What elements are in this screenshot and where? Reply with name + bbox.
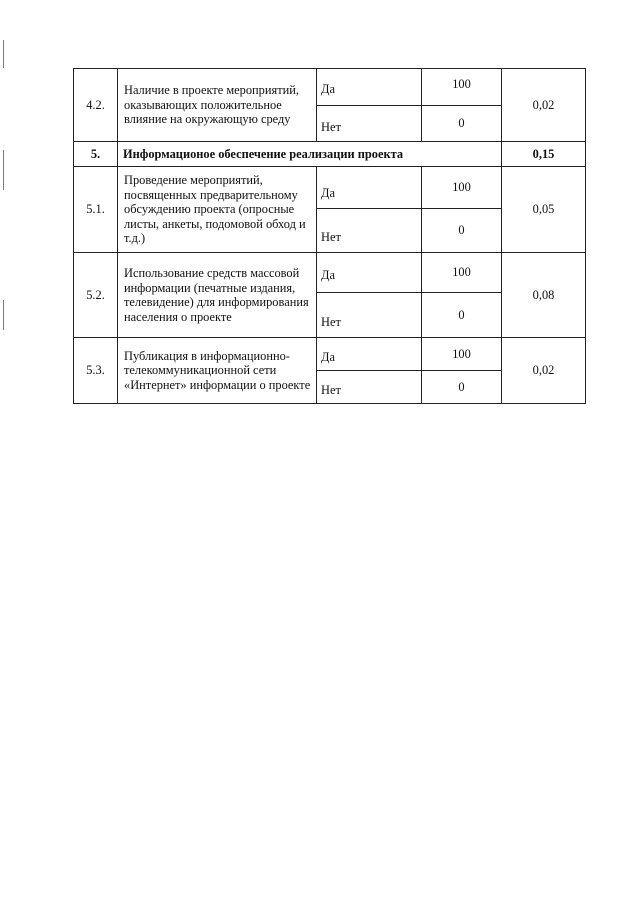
option-score: 0 bbox=[422, 293, 502, 338]
row-weight: 0,08 bbox=[502, 253, 586, 338]
table-row bbox=[74, 167, 586, 209]
section-number: 5. bbox=[74, 142, 118, 167]
option-label: Нет bbox=[317, 371, 422, 404]
section-weight: 0,15 bbox=[502, 142, 586, 167]
row-description: Проведение мероприятий, посвященных предварительному обсуждению проекта (опросные листы, анкеты, подомовой обход и т.д.) bbox=[118, 167, 317, 253]
table-row bbox=[74, 253, 586, 293]
row-weight: 0,05 bbox=[502, 167, 586, 253]
option-score: 0 bbox=[422, 106, 502, 142]
row-weight: 0,02 bbox=[502, 338, 586, 404]
row-number: 5.1. bbox=[74, 167, 118, 253]
option-score: 0 bbox=[422, 371, 502, 404]
option-score: 100 bbox=[422, 69, 502, 106]
row-description: Использование средств массовой информации (печатные издания, телевидение) для информирования населения о проекте bbox=[118, 253, 317, 338]
option-label: Нет bbox=[317, 209, 422, 253]
option-score: 100 bbox=[422, 167, 502, 209]
option-label: Да bbox=[317, 69, 422, 106]
section-title: Информационое обеспечение реализации проекта bbox=[118, 142, 502, 167]
option-label: Нет bbox=[317, 106, 422, 142]
row-number: 5.3. bbox=[74, 338, 118, 404]
row-number: 4.2. bbox=[74, 69, 118, 142]
table-row bbox=[74, 338, 586, 371]
option-label: Да bbox=[317, 338, 422, 371]
option-score: 100 bbox=[422, 253, 502, 293]
row-weight: 0,02 bbox=[502, 69, 586, 142]
section-row bbox=[74, 142, 586, 167]
option-score: 100 bbox=[422, 338, 502, 371]
table-row bbox=[74, 69, 586, 106]
margin-mark bbox=[3, 40, 4, 68]
margin-mark bbox=[3, 150, 4, 190]
row-description: Наличие в проекте мероприятий, оказывающих положительное влияние на окружающую среду bbox=[118, 69, 317, 142]
margin-mark bbox=[3, 300, 4, 330]
option-score: 0 bbox=[422, 209, 502, 253]
criteria-table bbox=[73, 68, 586, 404]
row-description: Публикация в информационно-телекоммуникационной сети «Интернет» информации о проекте bbox=[118, 338, 317, 404]
option-label: Да bbox=[317, 253, 422, 293]
option-label: Да bbox=[317, 167, 422, 209]
option-label: Нет bbox=[317, 293, 422, 338]
row-number: 5.2. bbox=[74, 253, 118, 338]
